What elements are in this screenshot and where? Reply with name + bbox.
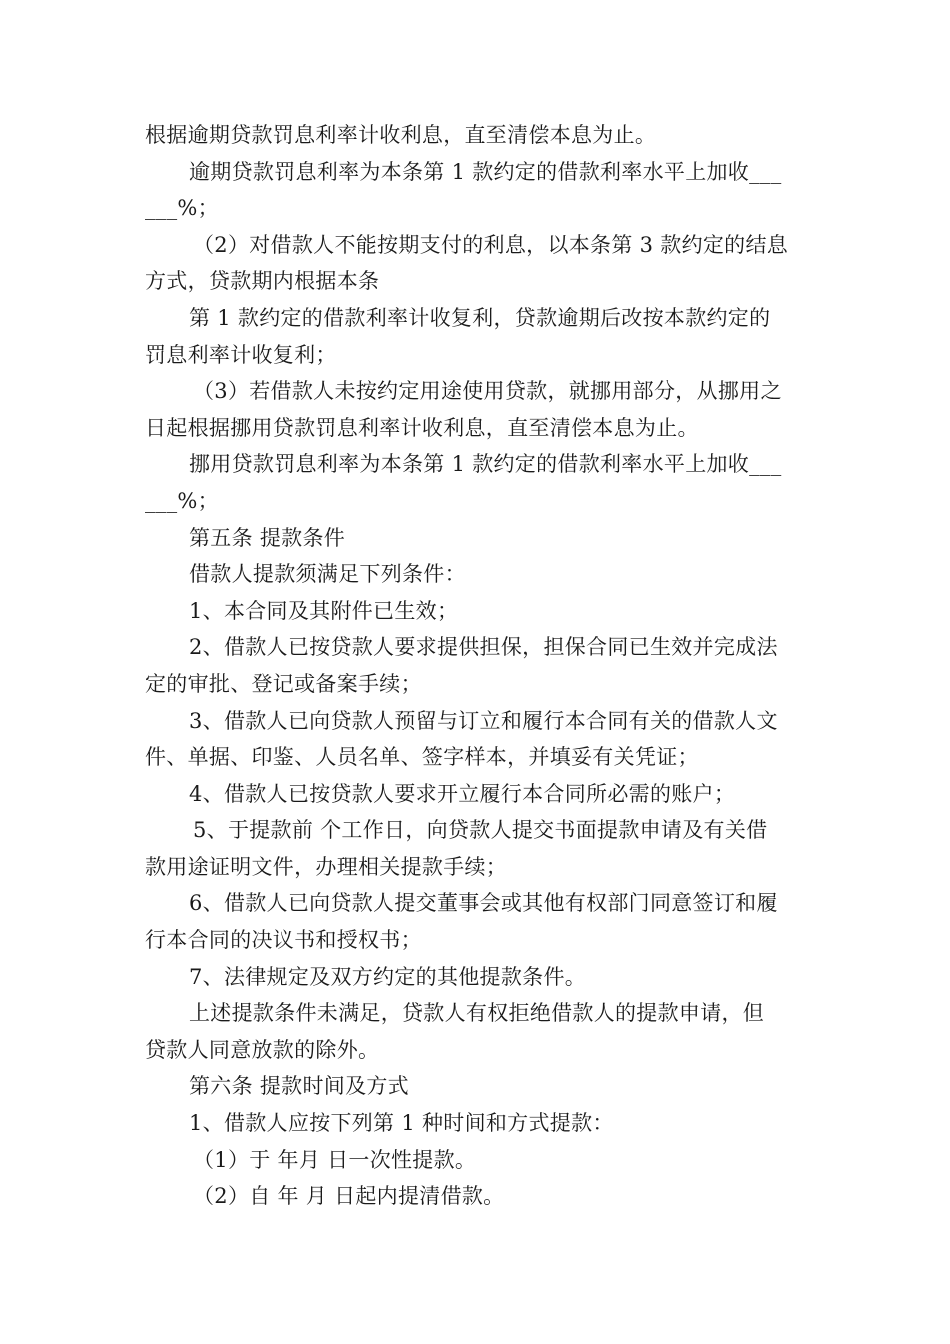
- text-line: 日起根据挪用贷款罚息利率计收利息，直至清偿本息为止。: [145, 415, 699, 440]
- text-line: 贷款人同意放款的除外。: [145, 1037, 380, 1062]
- text-line: 罚息利率计收复利；: [145, 342, 337, 367]
- text-line: ___%；: [145, 196, 219, 221]
- document-page: [145, 117, 807, 1215]
- list-item: 3、借款人已向贷款人预留与订立和履行本合同有关的借款人文: [189, 708, 778, 733]
- text-line: 第 1 款约定的借款利率计收复利，贷款逾期后改按本款约定的: [189, 305, 771, 330]
- list-item: 7、法律规定及双方约定的其他提款条件。: [189, 964, 587, 989]
- list-item: 4、借款人已按贷款人要求开立履行本合同所必需的账户；: [189, 781, 736, 806]
- text-line: ___%；: [145, 488, 219, 513]
- text-line: 款用途证明文件，办理相关提款手续；: [145, 854, 508, 879]
- list-item: 5、于提款前 个工作日，向贷款人提交书面提款申请及有关借: [193, 818, 768, 843]
- list-item: 6、借款人已向贷款人提交董事会或其他有权部门同意签订和履: [189, 891, 778, 916]
- text-line: 逾期贷款罚息利率为本条第 1 款约定的借款利率水平上加收___: [189, 159, 782, 184]
- text-line: （2）对借款人不能按期支付的利息，以本条第 3 款约定的结息: [193, 232, 789, 257]
- text-line: 定的审批、登记或备案手续；: [145, 671, 422, 696]
- text-line: （3）若借款人未按约定用途使用贷款，就挪用部分，从挪用之: [193, 379, 782, 404]
- section-heading: 第六条 提款时间及方式: [189, 1074, 409, 1099]
- list-item: 2、借款人已按贷款人要求提供担保，担保合同已生效并完成法: [189, 635, 778, 660]
- text-line: 件、单据、印鉴、人员名单、签字样本，并填妥有关凭证；: [145, 745, 699, 770]
- text-line: 根据逾期贷款罚息利率计收利息，直至清偿本息为止。: [145, 123, 657, 147]
- text-line: 借款人提款须满足下列条件：: [189, 562, 466, 587]
- list-item: 1、借款人应按下列第 1 种时间和方式提款：: [189, 1111, 614, 1136]
- section-heading: 第五条 提款条件: [189, 525, 346, 550]
- text-line: 上述提款条件未满足，贷款人有权拒绝借款人的提款申请，但: [189, 1001, 765, 1026]
- list-item: （2）自 年 月 日起内提清借款。: [193, 1184, 505, 1209]
- text-line: 挪用贷款罚息利率为本条第 1 款约定的借款利率水平上加收___: [189, 452, 782, 477]
- list-item: 1、本合同及其附件已生效；: [189, 598, 459, 623]
- text-line: 行本合同的决议书和授权书；: [145, 928, 422, 953]
- text-line: 方式，贷款期内根据本条: [145, 269, 380, 294]
- list-item: （1）于 年月 日一次性提款。: [193, 1147, 477, 1172]
